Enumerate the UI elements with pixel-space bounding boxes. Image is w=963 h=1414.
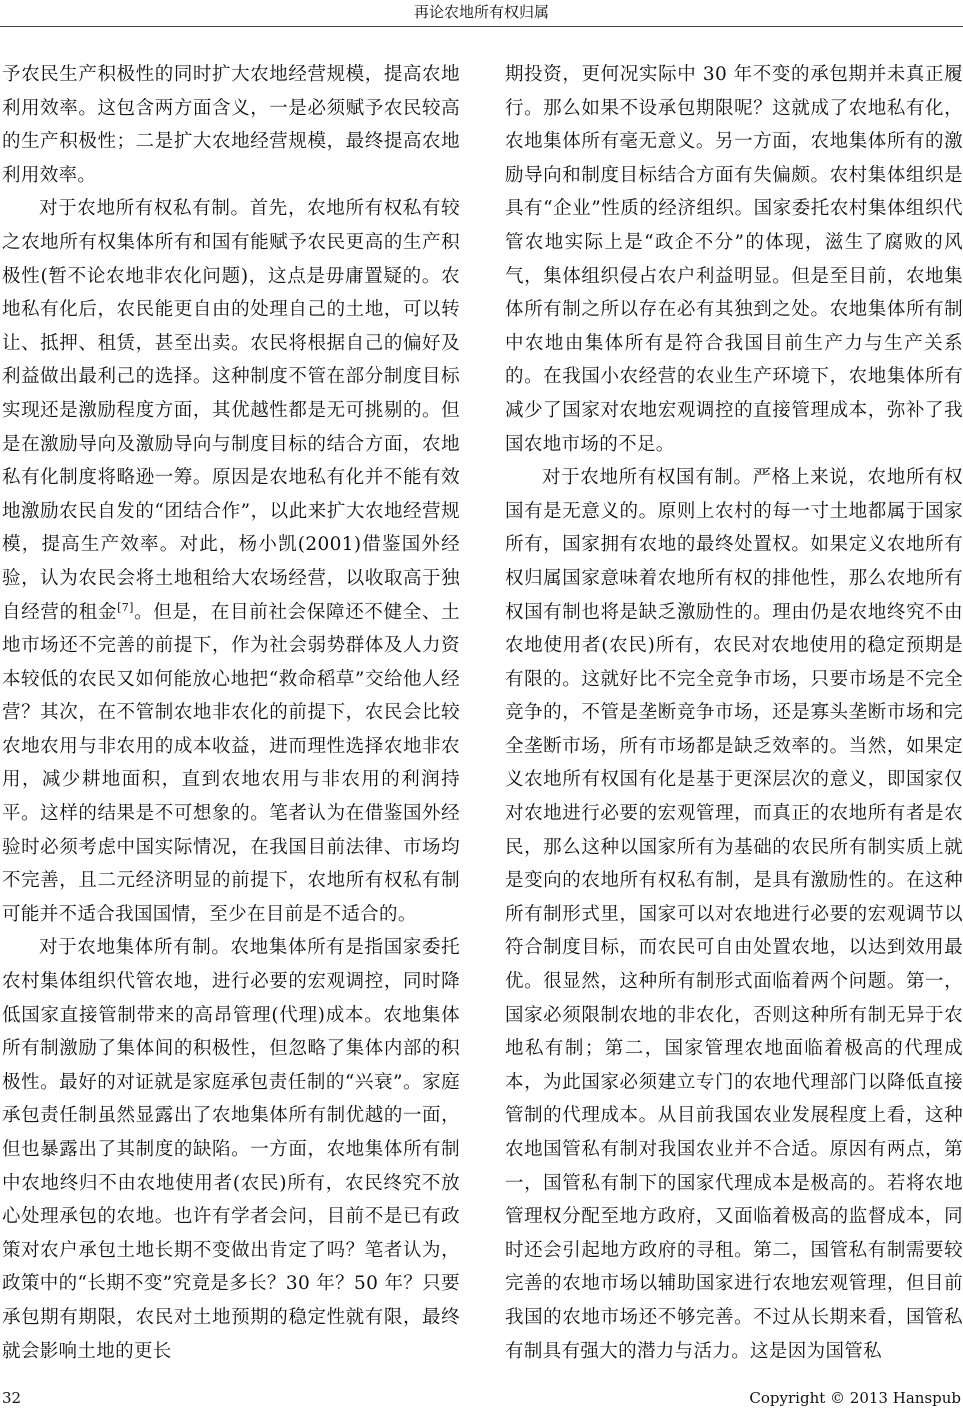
left-paragraph-2-text-a: 对于农地所有权私有制。首先，农地所有权私有较之农地所有权集体所有和国有能赋予农民更高的生产积极性(暂不论农地非农化问题)，这点是毋庸置疑的。农地私有化后，农民能更自由的处理自己的土地，可以转让、抵押、租赁，甚至出卖。农民将根据自己的偏好及利益做出最利己的选择。这种制度不管在部分制度目标实现还是激励程度方面，其优越性都是无可挑剔的。但是在激励导向及激励导向与制度目标的结合方面，农地私有化制度将略逊一筹。原因是农地私有化并不能有效地激励农民自发的“团结合作”，以此来扩大农地经营规模，提高生产效率。对此，杨小凯(2001)借鉴国外经验，认为农民会将土地租给大农场经营，以收取高于独自经营的租金 [2, 198, 460, 623]
page-number: 32 [2, 1389, 22, 1407]
copyright-notice: Copyright © 2013 Hanspub [749, 1389, 961, 1407]
citation-7-link[interactable]: [7] [117, 600, 134, 614]
right-column [505, 58, 963, 1368]
header-divider [0, 26, 963, 27]
left-paragraph-3: 对于农地集体所有制。农地集体所有是指国家委托农村集体组织代管农地，进行必要的宏观调控，同时降低国家直接管制带来的高昂管理(代理)成本。农地集体所有制激励了集体间的积极性，但忽略了集体内部的积极性。最好的对证就是家庭承包责任制的“兴衰”。家庭承包责任制虽然显露出了农地集体所有制优越的一面，但也暴露出了其制度的缺陷。一方面，农地集体所有制中农地终归不由农地使用者(农民)所有，农民终究不放心处理承包的农地。也许有学者会问，目前不是已有政策对农户承包土地长期不变做出肯定了吗？笔者认为，政策中的“长期不变”究竟是多长？30 年？50 年？只要承包期有期限，农民对土地预期的稳定性就有限，最终就会影响土地的更长 [2, 937, 460, 1362]
left-column [2, 58, 460, 1368]
left-paragraph-2 [2, 192, 460, 931]
left-paragraph-1: 予农民生产积极性的同时扩大农地经营规模，提高农地利用效率。这包含两方面含义，一是必须赋予农民较高的生产积极性；二是扩大农地经营规模，最终提高农地利用效率。 [2, 64, 460, 186]
left-paragraph-2-text-b: 。但是，在目前社会保障还不健全、土地市场还不完善的前提下，作为社会弱势群体及人力资本较低的农民又如何能放心地把“救命稻草”交给他人经营？其次，在不管制农地非农化的前提下，农民会比较农地农用与非农用的成本收益，进而理性选择农地非农用，减少耕地面积，直到农地农用与非农用的利润持平。这样的结果是不可想象的。笔者认为在借鉴国外经验时必须考虑中国实际情况，在我国目前法律、市场均不完善，且二元经济明显的前提下，农地所有权私有制可能并不适合我国国情，至少在目前是不适合的。 [2, 601, 460, 925]
right-paragraph-1: 期投资，更何况实际中 30 年不变的承包期并未真正履行。那么如果不设承包期限呢？这就成了农地私有化，农地集体所有毫无意义。另一方面，农地集体所有的激励导向和制度目标结合方面有失偏颇。农村集体组织是具有“企业”性质的经济组织。国家委托农村集体组织代管农地实际上是“政企不分”的体现，滋生了腐败的风气，集体组织侵占农户利益明显。但是至目前，农地集体所有制之所以存在必有其独到之处。农地集体所有制中农地由集体所有是符合我国目前生产力与生产关系的。在我国小农经营的农业生产环境下，农地集体所有减少了国家对农地宏观调控的直接管理成本，弥补了我国农地市场的不足。 [505, 64, 963, 455]
running-header-title: 再论农地所有权归属 [413, 3, 549, 21]
right-paragraph-2: 对于农地所有权国有制。严格上来说，农地所有权国有是无意义的。原则上农村的每一寸土地都属于国家所有，国家拥有农地的最终处置权。如果定义农地所有权归属国家意味着农地所有权的排他性，那么农地所有权国有制也将是缺乏激励性的。理由仍是农地终究不由农地使用者(农民)所有，农民对农地使用的稳定预期是有限的。这就好比不完全竞争市场，只要市场是不完全竞争的，不管是垄断竞争市场，还是寡头垄断市场和完全垄断市场，所有市场都是缺乏效率的。当然，如果定义农地所有权国有化是基于更深层次的意义，即国家仅对农地进行必要的宏观管理，而真正的农地所有者是农民，那么这种以国家所有为基础的农民所有制实质上就是变向的农地所有权私有制，是具有激励性的。在这种所有制形式里，国家可以对农地进行必要的宏观调节以符合制度目标，而农民可自由处置农地，以达到效用最优。很显然，这种所有制形式面临着两个问题。第一，国家必须限制农地的非农化，否则这种所有制无异于农地私有制；第二，国家管理农地面临着极高的代理成本，为此国家必须建立专门的农地代理部门以降低直接管制的代理成本。从目前我国农业发展程度上看，这种农地国管私有制对我国农业并不合适。原因有两点，第一，国管私有制下的国家代理成本是极高的。若将农地管理权分配至地方政府，又面临着极高的监督成本，同时还会引起地方政府的寻租。第二，国管私有制需要较完善的农地市场以辅助国家进行农地宏观管理，但目前我国的农地市场还不够完善。不过从长期来看，国管私有制具有强大的潜力与活力。这是因为国管私 [505, 467, 963, 1362]
